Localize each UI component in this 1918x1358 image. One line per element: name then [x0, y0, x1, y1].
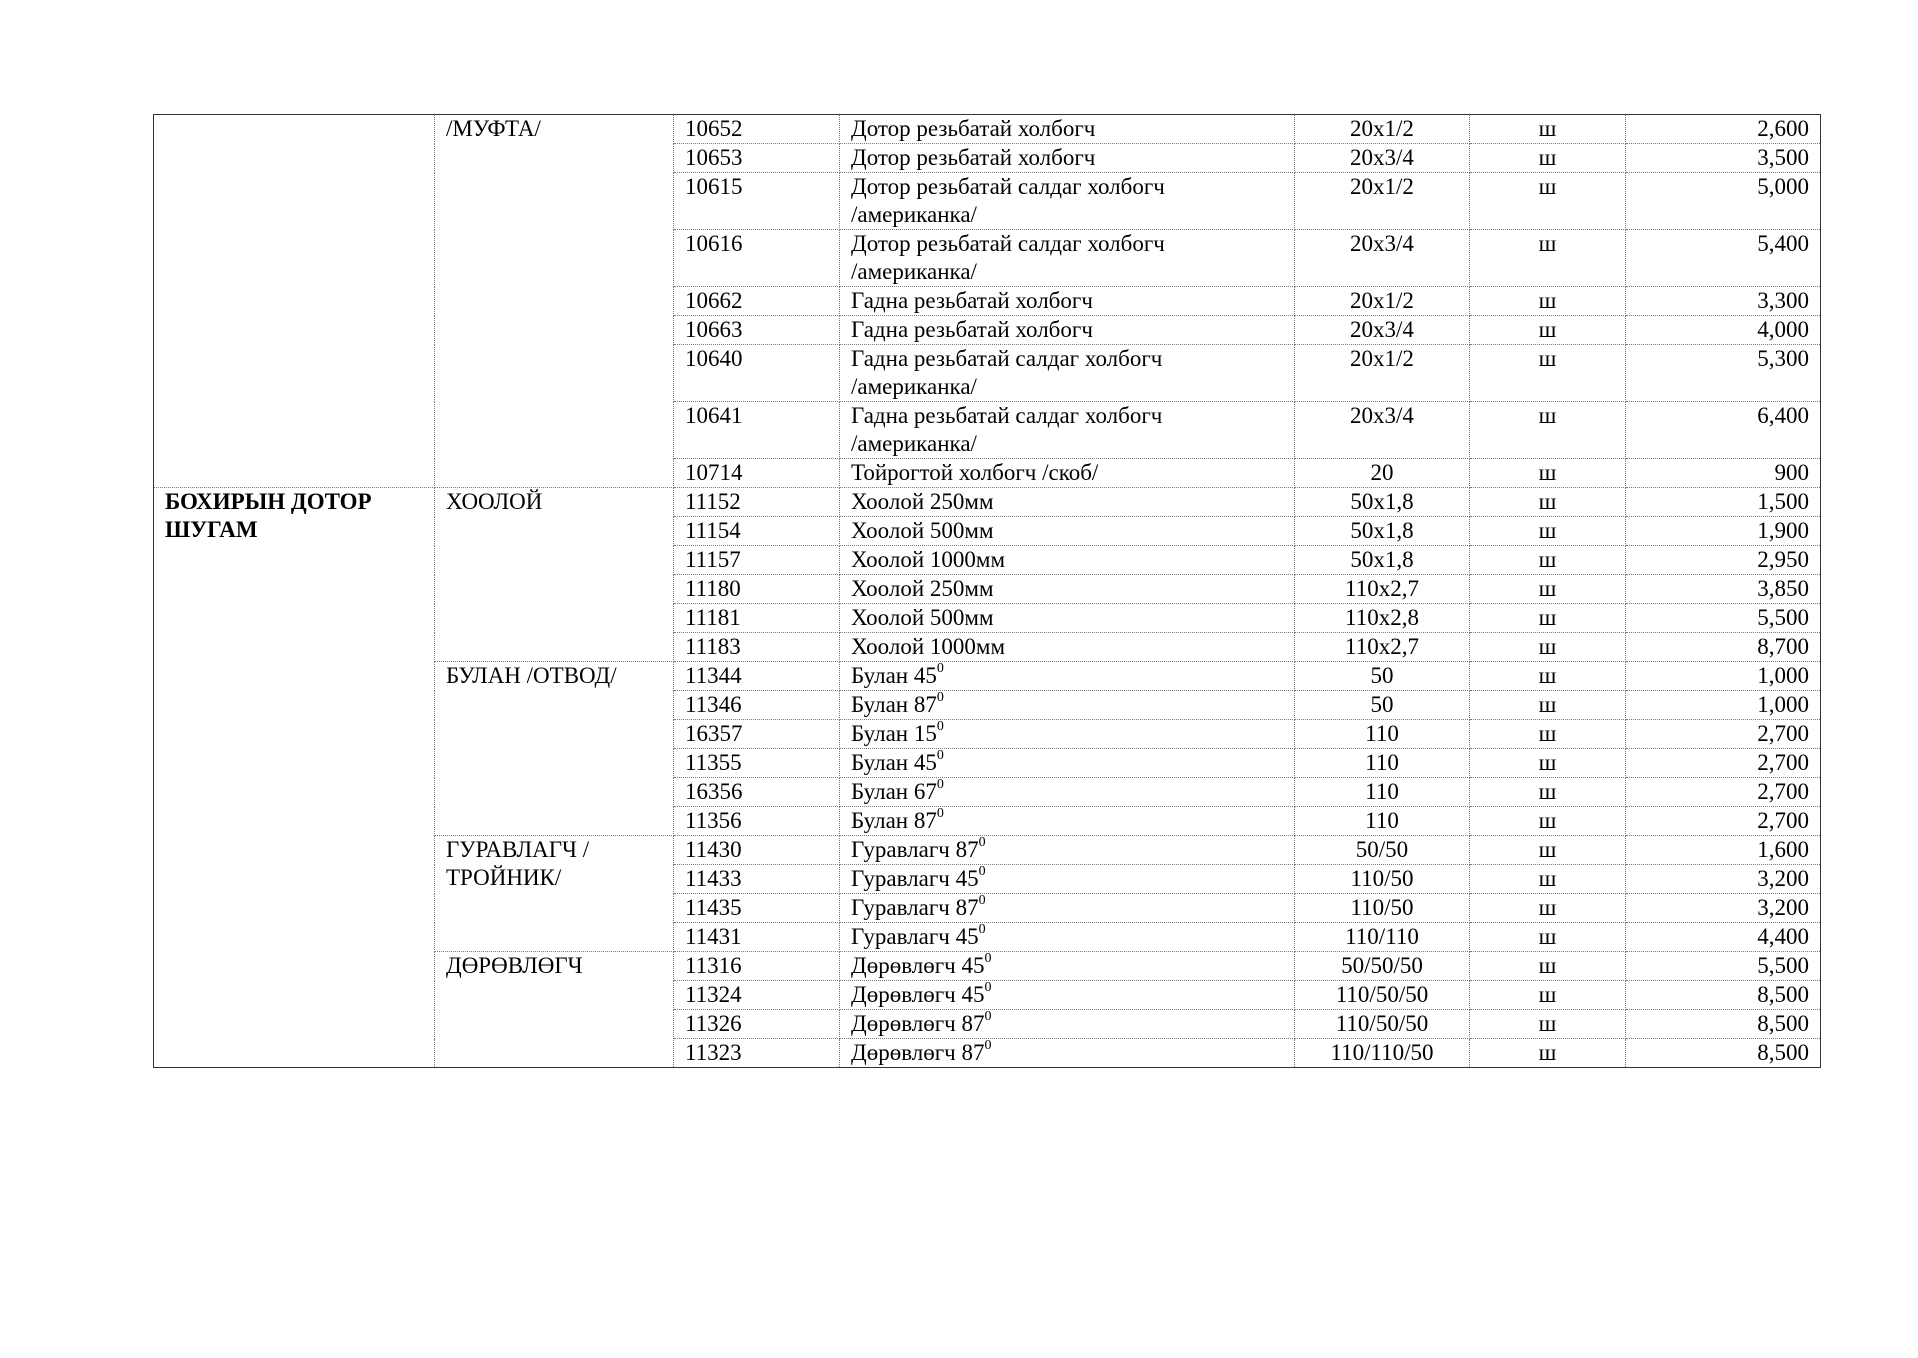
item-price: 3,200: [1626, 865, 1821, 894]
subgroup-cell: /МУФТА/: [435, 115, 674, 488]
degree-superscript: 0: [936, 748, 944, 764]
item-name-text: Дотор резьбатай салдаг холбогч /американка/: [851, 231, 1165, 284]
item-name-text: Хоолой 500мм: [851, 518, 994, 543]
item-code: 10641: [674, 402, 840, 459]
item-size: 110: [1295, 720, 1470, 749]
item-price: 5,500: [1626, 604, 1821, 633]
item-unit: ш: [1470, 662, 1626, 691]
item-price: 4,000: [1626, 316, 1821, 345]
item-name: [840, 865, 1295, 894]
item-size: 50/50/50: [1295, 952, 1470, 981]
item-name-text: Дотор резьбатай салдаг холбогч /американка/: [851, 174, 1165, 227]
item-price: 3,300: [1626, 287, 1821, 316]
item-name-text: Хоолой 500мм: [851, 605, 994, 630]
item-price: 2,700: [1626, 807, 1821, 836]
category-label: БОХИРЫН ДОТОР ШУГАМ: [165, 489, 372, 542]
item-name-text: Хоолой 250мм: [851, 489, 994, 514]
item-name: [840, 546, 1295, 575]
item-price: 3,850: [1626, 575, 1821, 604]
degree-superscript: 0: [984, 1038, 992, 1054]
item-name: [840, 402, 1295, 459]
item-code: 11323: [674, 1039, 840, 1068]
item-code: 16357: [674, 720, 840, 749]
item-code: 11431: [674, 923, 840, 952]
item-price: 1,900: [1626, 517, 1821, 546]
item-size: 20x1/2: [1295, 287, 1470, 316]
item-name-text: Булан 15: [851, 721, 937, 746]
item-size: 110: [1295, 807, 1470, 836]
degree-superscript: 0: [984, 1009, 992, 1025]
item-price: 5,500: [1626, 952, 1821, 981]
item-size: 50: [1295, 662, 1470, 691]
price-table: [153, 114, 1821, 1068]
item-unit: ш: [1470, 1010, 1626, 1039]
item-name-text: Булан 45: [851, 750, 937, 775]
item-price: 8,500: [1626, 1010, 1821, 1039]
item-code: 11430: [674, 836, 840, 865]
item-code: 10663: [674, 316, 840, 345]
item-size: 20x1/2: [1295, 115, 1470, 144]
item-size: 110/50/50: [1295, 1010, 1470, 1039]
item-name-text: Булан 67: [851, 779, 937, 804]
item-price: 3,500: [1626, 144, 1821, 173]
item-name: [840, 749, 1295, 778]
item-price: 5,300: [1626, 345, 1821, 402]
item-unit: ш: [1470, 575, 1626, 604]
item-size: 20x3/4: [1295, 144, 1470, 173]
item-name-text: Хоолой 250мм: [851, 576, 994, 601]
item-code: 11435: [674, 894, 840, 923]
item-unit: ш: [1470, 546, 1626, 575]
degree-superscript: 0: [978, 922, 986, 938]
item-code: 11355: [674, 749, 840, 778]
item-price: 5,000: [1626, 173, 1821, 230]
item-name-text: Дөрөвлөгч 87: [851, 1011, 985, 1036]
item-name: [840, 575, 1295, 604]
item-code: 10653: [674, 144, 840, 173]
item-code: 11183: [674, 633, 840, 662]
item-name-text: Гуравлагч 87: [851, 837, 979, 862]
degree-superscript: 0: [936, 777, 944, 793]
item-unit: ш: [1470, 778, 1626, 807]
item-price: 1,500: [1626, 488, 1821, 517]
item-name-text: Тойрогтой холбогч /скоб/: [851, 460, 1099, 485]
item-name: [840, 144, 1295, 173]
item-name: [840, 836, 1295, 865]
item-name: [840, 1039, 1295, 1068]
item-size: 50/50: [1295, 836, 1470, 865]
item-unit: ш: [1470, 1039, 1626, 1068]
item-unit: ш: [1470, 488, 1626, 517]
item-price: 8,500: [1626, 1039, 1821, 1068]
item-price: 900: [1626, 459, 1821, 488]
item-code: 11316: [674, 952, 840, 981]
item-size: 110x2,8: [1295, 604, 1470, 633]
item-size: 110: [1295, 749, 1470, 778]
item-unit: ш: [1470, 923, 1626, 952]
item-unit: ш: [1470, 287, 1626, 316]
item-size: 110/110: [1295, 923, 1470, 952]
item-code: 11433: [674, 865, 840, 894]
item-price: 2,700: [1626, 778, 1821, 807]
item-name: [840, 807, 1295, 836]
item-code: 11152: [674, 488, 840, 517]
item-size: 110/50: [1295, 894, 1470, 923]
item-code: 10652: [674, 115, 840, 144]
item-unit: ш: [1470, 807, 1626, 836]
item-name-text: Гуравлагч 45: [851, 866, 979, 891]
item-unit: ш: [1470, 459, 1626, 488]
item-price: 6,400: [1626, 402, 1821, 459]
item-name-text: Дотор резьбатай холбогч: [851, 116, 1096, 141]
item-name: [840, 345, 1295, 402]
item-price: 2,600: [1626, 115, 1821, 144]
item-unit: ш: [1470, 691, 1626, 720]
item-name: [840, 488, 1295, 517]
item-price: 1,000: [1626, 662, 1821, 691]
subgroup-cell: ДӨРӨВЛӨГЧ: [435, 952, 674, 1068]
degree-superscript: 0: [984, 980, 992, 996]
degree-superscript: 0: [936, 661, 944, 677]
item-name-text: Хоолой 1000мм: [851, 634, 1006, 659]
item-name-text: Гадна резьбатай холбогч: [851, 288, 1093, 313]
item-name: [840, 662, 1295, 691]
item-name: [840, 923, 1295, 952]
item-size: 110/50/50: [1295, 981, 1470, 1010]
item-unit: ш: [1470, 402, 1626, 459]
table-row: [154, 115, 1821, 144]
item-name-text: Булан 87: [851, 692, 937, 717]
item-code: 11326: [674, 1010, 840, 1039]
item-name-text: Гуравлагч 45: [851, 924, 979, 949]
item-unit: ш: [1470, 981, 1626, 1010]
item-price: 3,200: [1626, 894, 1821, 923]
subgroup-cell: ГУРАВЛАГЧ /ТРОЙНИК/: [435, 836, 674, 952]
item-code: 10714: [674, 459, 840, 488]
item-unit: ш: [1470, 230, 1626, 287]
item-size: 50x1,8: [1295, 546, 1470, 575]
category-cell: [154, 115, 435, 488]
item-name: [840, 691, 1295, 720]
item-name: [840, 633, 1295, 662]
item-unit: ш: [1470, 865, 1626, 894]
item-size: 110x2,7: [1295, 575, 1470, 604]
item-size: 110/110/50: [1295, 1039, 1470, 1068]
item-name: [840, 316, 1295, 345]
item-name: [840, 459, 1295, 488]
item-code: 11346: [674, 691, 840, 720]
item-price: 8,700: [1626, 633, 1821, 662]
category-cell: [154, 488, 435, 1068]
item-price: 2,700: [1626, 749, 1821, 778]
item-unit: ш: [1470, 894, 1626, 923]
item-size: 110: [1295, 778, 1470, 807]
item-price: 5,400: [1626, 230, 1821, 287]
item-code: 10662: [674, 287, 840, 316]
item-size: 50: [1295, 691, 1470, 720]
item-code: 10616: [674, 230, 840, 287]
item-price: 1,000: [1626, 691, 1821, 720]
item-size: 20x1/2: [1295, 345, 1470, 402]
degree-superscript: 0: [978, 864, 986, 880]
item-name: [840, 517, 1295, 546]
item-name-text: Гадна резьбатай холбогч: [851, 317, 1093, 342]
item-price: 1,600: [1626, 836, 1821, 865]
degree-superscript: 0: [984, 951, 992, 967]
degree-superscript: 0: [936, 690, 944, 706]
item-unit: ш: [1470, 952, 1626, 981]
degree-superscript: 0: [978, 893, 986, 909]
item-price: 2,700: [1626, 720, 1821, 749]
item-size: 110x2,7: [1295, 633, 1470, 662]
item-unit: ш: [1470, 345, 1626, 402]
item-name-text: Хоолой 1000мм: [851, 547, 1006, 572]
item-code: 11181: [674, 604, 840, 633]
item-size: 20x3/4: [1295, 402, 1470, 459]
item-size: 110/50: [1295, 865, 1470, 894]
item-size: 50x1,8: [1295, 517, 1470, 546]
item-code: 11324: [674, 981, 840, 1010]
item-name-text: Дөрөвлөгч 45: [851, 953, 985, 978]
item-unit: ш: [1470, 173, 1626, 230]
table-row: [154, 488, 1821, 517]
item-unit: ш: [1470, 115, 1626, 144]
item-name-text: Гуравлагч 87: [851, 895, 979, 920]
item-code: 11180: [674, 575, 840, 604]
item-name-text: Дотор резьбатай холбогч: [851, 145, 1096, 170]
item-name: [840, 1010, 1295, 1039]
item-size: 20: [1295, 459, 1470, 488]
item-name-text: Булан 45: [851, 663, 937, 688]
item-code: 11154: [674, 517, 840, 546]
item-name-text: Гадна резьбатай салдаг холбогч /американка/: [851, 403, 1163, 456]
item-code: 10615: [674, 173, 840, 230]
degree-superscript: 0: [978, 835, 986, 851]
item-size: 50x1,8: [1295, 488, 1470, 517]
item-name: [840, 981, 1295, 1010]
item-name-text: Гадна резьбатай салдаг холбогч /американка/: [851, 346, 1163, 399]
item-price: 2,950: [1626, 546, 1821, 575]
item-unit: ш: [1470, 633, 1626, 662]
item-name-text: Дөрөвлөгч 87: [851, 1040, 985, 1065]
item-code: 16356: [674, 778, 840, 807]
degree-superscript: 0: [936, 719, 944, 735]
item-name: [840, 230, 1295, 287]
item-unit: ш: [1470, 517, 1626, 546]
item-unit: ш: [1470, 720, 1626, 749]
item-name: [840, 952, 1295, 981]
item-unit: ш: [1470, 144, 1626, 173]
item-name: [840, 894, 1295, 923]
item-price: 4,400: [1626, 923, 1821, 952]
item-unit: ш: [1470, 604, 1626, 633]
item-code: 11344: [674, 662, 840, 691]
item-name: [840, 115, 1295, 144]
item-name: [840, 720, 1295, 749]
item-size: 20x1/2: [1295, 173, 1470, 230]
degree-superscript: 0: [936, 806, 944, 822]
item-name: [840, 778, 1295, 807]
subgroup-cell: БУЛАН /ОТВОД/: [435, 662, 674, 836]
subgroup-cell: ХООЛОЙ: [435, 488, 674, 662]
item-name-text: Дөрөвлөгч 45: [851, 982, 985, 1007]
item-unit: ш: [1470, 836, 1626, 865]
item-size: 20x3/4: [1295, 316, 1470, 345]
item-unit: ш: [1470, 749, 1626, 778]
item-price: 8,500: [1626, 981, 1821, 1010]
item-code: 11157: [674, 546, 840, 575]
item-unit: ш: [1470, 316, 1626, 345]
item-name-text: Булан 87: [851, 808, 937, 833]
item-name: [840, 604, 1295, 633]
item-code: 10640: [674, 345, 840, 402]
item-name: [840, 173, 1295, 230]
item-code: 11356: [674, 807, 840, 836]
item-name: [840, 287, 1295, 316]
item-size: 20x3/4: [1295, 230, 1470, 287]
